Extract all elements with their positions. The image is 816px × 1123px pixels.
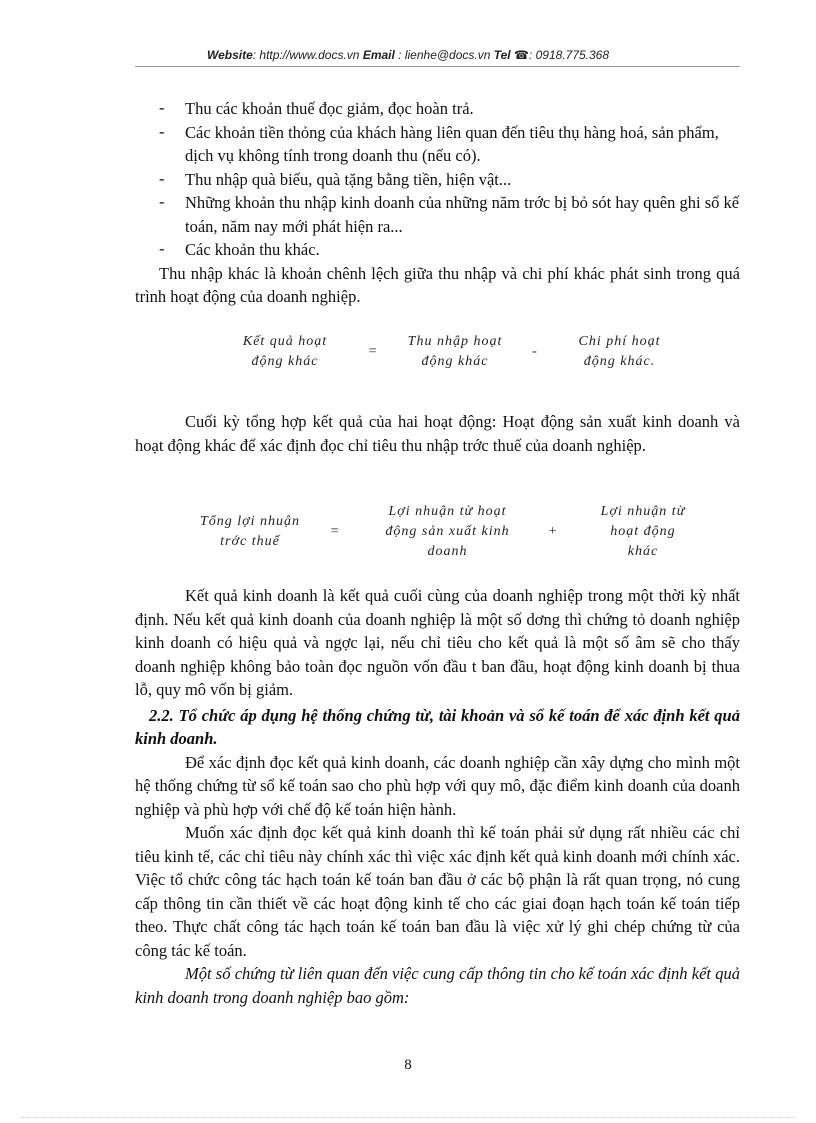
paragraph-indicators: Muốn xác định đọc kết quả kinh doanh thì kế toán phải sử dụng rất nhiều các chỉ tiêu kinh tế, các chỉ tiêu này chính xác thì việc xác định kết quả kinh doanh mới chính xác. Việc tổ chức công tác hạch toán kế toán ban đầu ở các bộ phận là rất quan trọng, nó cung cấp thông tin cần thiết về các hoạt động kinh tế cho các giai đoạn hạch toán kế toán tiếp theo. Thực chất công tác hạch toán kế toán ban đầu là việc xử lý ghi chép chứng từ của công tác kế toán. bbox=[135, 823, 740, 960]
formula-other-result: Kết quả hoạt động khác = Thu nhập hoạt động khác - Chi phí hoạt động khác. bbox=[242, 334, 661, 369]
tel-value: : 0918.775.368 bbox=[528, 48, 610, 62]
main-body bbox=[135, 584, 740, 1009]
formula-total-profit: Tổng lợi nhuận trớc thuế = Lợi nhuận từ hoạt động sản xuất kinh doanh + Lợi nhuận từ hoạt động khác bbox=[199, 504, 686, 559]
list-item: - Các khoản thu khác. bbox=[159, 239, 320, 259]
paragraph-system: Để xác định đọc kết quả kinh doanh, các doanh nghiệp cần xây dựng cho mình một hệ thống chứng từ sổ kế toán sao cho phù hợp với quy mô, đặc điểm kinh doanh của doanh nghiệp và phù hợp với chế độ kế toán hiện hành. bbox=[135, 752, 740, 819]
page-bottom-rule bbox=[20, 1117, 796, 1118]
tel-label: Tel bbox=[493, 48, 511, 62]
email-value: : lienhe@docs.vn bbox=[398, 48, 491, 62]
website-label: Website bbox=[206, 48, 253, 62]
paragraph-other-income: Thu nhập khác là khoản chênh lệch giữa thu nhập và chi phí khác phát sinh trong quá trình hoạt động của doanh nghiệp. bbox=[135, 263, 740, 306]
bullet-list bbox=[135, 97, 740, 309]
email-label: Email bbox=[362, 48, 395, 62]
list-item: - Thu nhập quà biếu, quà tặng bằng tiền, hiện vật... bbox=[159, 168, 512, 189]
list-item: - Thu các khoản thuế đọc giảm, đọc hoàn trả. bbox=[159, 98, 474, 118]
phone-icon: ☎ bbox=[514, 48, 529, 62]
paragraph-documents: Một số chứng từ liên quan đến việc cung cấp thông tin cho kế toán xác định kết quả kinh doanh trong doanh nghiệp bao gồm: bbox=[135, 964, 740, 1007]
page-header bbox=[0, 48, 816, 62]
page-number: 8 bbox=[404, 1057, 412, 1073]
paragraph-result: Kết quả kinh doanh là kết quả cuối cùng của doanh nghiệp trong một thời kỳ nhất định. Nếu kết quả kinh doanh của doanh nghiệp là một số dơng thì chứng tỏ doanh nghiệp kinh doanh có hiệu quả và ngợc lại, nếu chỉ tiêu cho kết quả là một số âm sẽ cho thấy doanh nghiệp không bảo toàn đọc nguồn vốn đầu t ban đầu, hoạt động kinh doanh bị thua lỗ, quy mô vốn bị giảm. bbox=[135, 586, 740, 699]
paragraph-end-period: Cuối kỳ tổng hợp kết quả của hai hoạt động: Hoạt động sản xuất kinh doanh và hoạt động khác để xác định đọc chỉ tiêu thu nhập trớc thuế của doanh nghiệp. bbox=[135, 412, 740, 455]
section-heading: 2.2. Tổ chức áp dụng hệ thống chứng từ, tài khoản và sổ kế toán để xác định kết quả kinh doanh. bbox=[135, 705, 740, 748]
website-value: : http://www.docs.vn bbox=[252, 48, 360, 62]
list-item: - Những khoản thu nhập kinh doanh của những năm trớc bị bỏ sót hay quên ghi sổ kế toán, năm nay mới phát hiện ra... bbox=[159, 192, 740, 236]
header-rule bbox=[135, 66, 740, 67]
list-item: - Các khoản tiền thỏng của khách hàng liên quan đến tiêu thụ hàng hoá, sản phẩm, dịch vụ không tính trong doanh thu (nếu có). bbox=[159, 121, 719, 165]
